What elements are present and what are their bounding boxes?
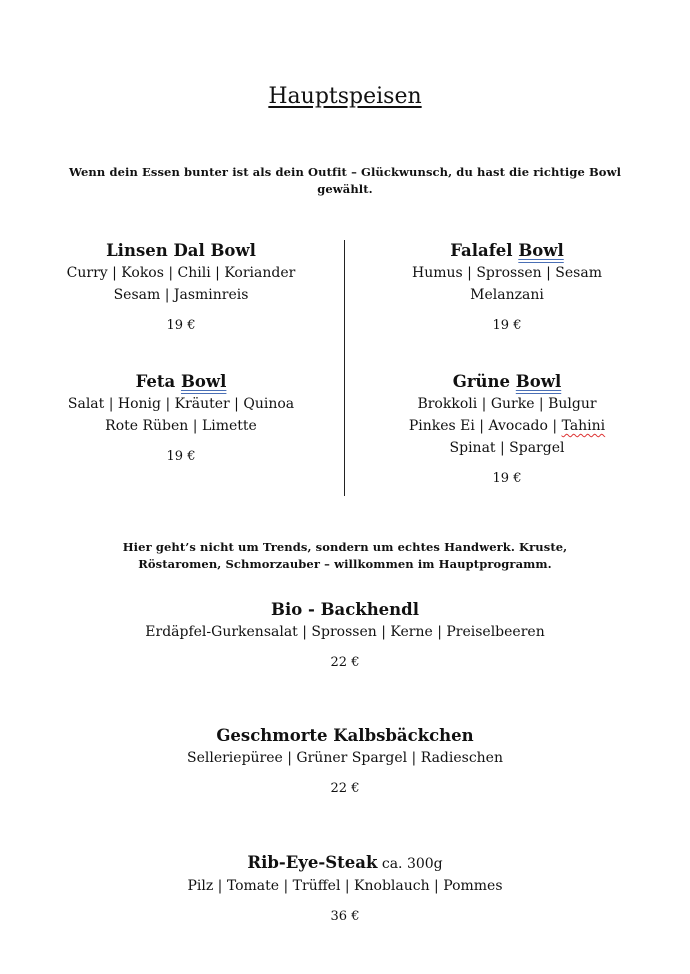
item-name-part: Falafel: [450, 241, 519, 260]
mains-intro: Hier geht’s nicht um Trends, sondern um echtes Handwerk. Kruste, Röstaromen, Schmorzauber – willkommen im Hauptprogramm.: [122, 540, 568, 571]
item-price: 19 €: [492, 471, 522, 486]
item-price: 19 €: [166, 449, 196, 464]
item-name: Bio - Backhendl: [271, 600, 419, 619]
item-name: Linsen Dal Bowl: [106, 241, 256, 260]
item-desc: Rote Rüben | Limette: [105, 418, 257, 434]
menu-item-linsen-dal-bowl: [20, 240, 342, 333]
item-desc: Selleriepüree | Grüner Spargel | Radieschen: [187, 750, 503, 766]
column-divider: [344, 240, 345, 496]
item-desc: Sesam | Jasminreis: [113, 287, 249, 303]
item-name: [0, 852, 690, 875]
menu-item-feta-bowl: [20, 371, 342, 464]
item-desc-part: Tahini: [561, 418, 606, 434]
item-name: [346, 240, 668, 262]
item-price: 19 €: [166, 318, 196, 333]
item-desc: Erdäpfel-Gurkensalat | Sprossen | Kerne | Preiselbeeren: [145, 624, 545, 640]
menu-item-kalbsbaeckchen: [0, 725, 690, 796]
item-name-part: Feta: [135, 372, 181, 391]
menu-item-backhendl: [0, 599, 690, 670]
item-desc-part: Pinkes Ei | Avocado |: [408, 418, 562, 434]
item-name-part: Bowl: [180, 372, 227, 391]
item-price: 19 €: [492, 318, 522, 333]
item-desc: Brokkoli | Gurke | Bulgur: [417, 396, 597, 412]
menu-item-rib-eye-steak: [0, 852, 690, 924]
item-desc: Spinat | Spargel: [449, 440, 565, 456]
item-price: 22 €: [330, 655, 360, 670]
item-name-part: Grüne: [452, 372, 516, 391]
item-desc: Melanzani: [470, 287, 544, 303]
item-name: Geschmorte Kalbsbäckchen: [216, 726, 474, 745]
item-weight: ca. 300g: [377, 856, 443, 872]
item-desc: [346, 415, 668, 437]
item-name: [346, 371, 668, 393]
item-desc: Pilz | Tomate | Trüffel | Knoblauch | Pommes: [187, 878, 503, 894]
item-desc: Salat | Honig | Kräuter | Quinoa: [67, 396, 295, 412]
item-name-part: Bowl: [518, 241, 564, 260]
item-name-part: Rib-Eye-Steak: [247, 853, 378, 872]
item-desc: Curry | Kokos | Chili | Koriander: [66, 265, 296, 281]
page-title: Hauptspeisen: [268, 84, 422, 109]
menu-item-falafel-bowl: [346, 240, 668, 333]
item-name-part: Bowl: [515, 372, 562, 391]
menu-item-gruene-bowl: [346, 371, 668, 486]
item-price: 36 €: [330, 909, 360, 924]
item-name: [20, 371, 342, 393]
item-desc: Humus | Sprossen | Sesam: [412, 265, 602, 281]
item-price: 22 €: [330, 781, 360, 796]
bowl-intro: Wenn dein Essen bunter ist als dein Outfit – Glückwunsch, du hast die richtige Bowl gewählt.: [68, 165, 622, 196]
